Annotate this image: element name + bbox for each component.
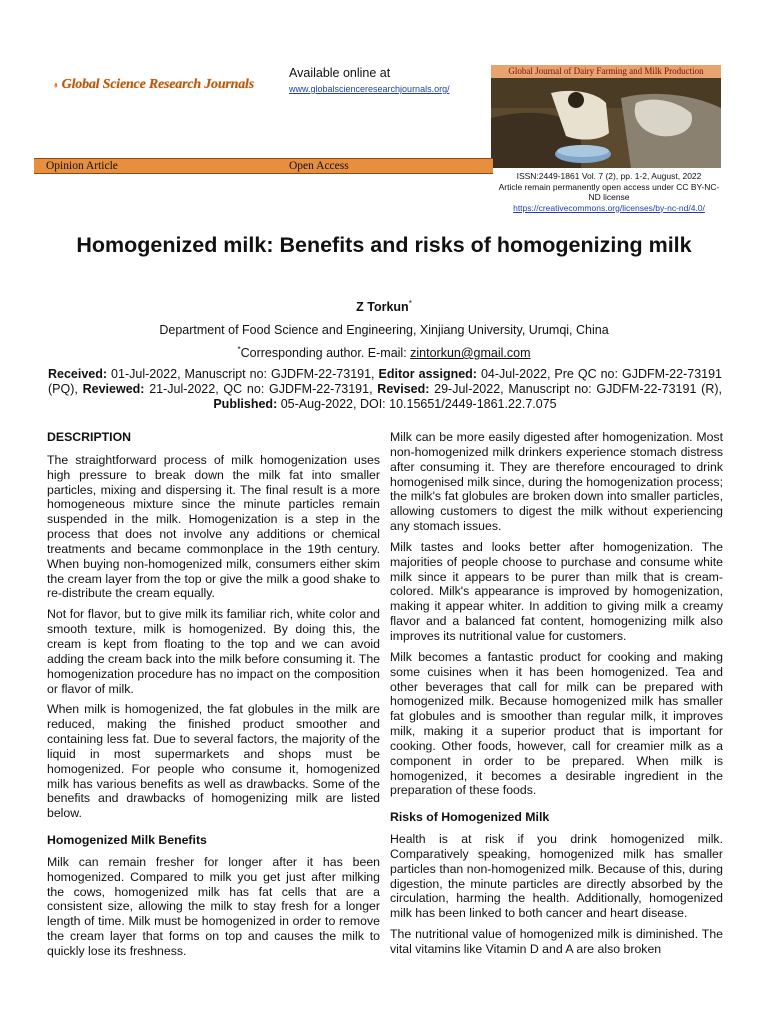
journal-title: Global Journal of Dairy Farming and Milk Production xyxy=(491,65,721,78)
journal-cover xyxy=(491,65,721,168)
article-title: Homogenized milk: Benefits and risks of homogenizing milk xyxy=(76,233,692,257)
corr-email-link[interactable]: zintorkun@gmail.com xyxy=(410,346,531,361)
publisher-logo-text: Global Science Research Journals xyxy=(61,77,254,92)
paragraph: Milk can remain fresher for longer after it has been homogenized. Compared to milk you get just after milking the cows, homogenized milk has fat cells that are a consistent size, allowing the milk to stay fresh for a longer length of time. Milk must be homogenized in order to remove the cream layer that forms on top and causes the milk to quickly lose its freshness. xyxy=(47,854,380,958)
left-column xyxy=(47,430,380,965)
access-type-label: Open Access xyxy=(289,160,349,172)
author-mark: * xyxy=(408,299,412,308)
article-dates xyxy=(48,367,722,412)
article-type-label: Opinion Article xyxy=(46,160,118,172)
paragraph: The straightforward process of milk homogenization uses high pressure to break down the milk fat into smaller particles, mixing and dispersing it. The final result is a more homogeneous mixture since the minute particles remain suspended in the milk. Homogenization is a step in the process that does not involve any additions or chemical treatments and became commonplace in the 19th century. When buying non-homogenized milk, consumers either skim the cream layer from the top or give the milk a good shake to re-distribute the cream equally. xyxy=(47,452,380,601)
paragraph: Health is at risk if you drink homogenized milk. Comparatively speaking, homogenized milk has smaller particles than non-homogenized milk. Because of this, during digestion, the minute particles are directly absorbed by the circulation, harming the health. Additionally, homogenized milk has been linked to both cancer and heart disease. xyxy=(390,832,723,921)
paragraph: Milk can be more easily digested after homogenization. Most non-homogenized milk drinkers experience stomach distress after consuming it. They are therefore encouraged to drink homogenised milk since, during the homogenization process; the milk's fat globules are broken down into smaller particles, allowing customers to digest the milk without experiencing any stomach issues. xyxy=(390,430,723,534)
paragraph: The nutritional value of homogenized milk is diminished. The vital vitamins like Vitamin D and A are also broken xyxy=(390,927,723,956)
reviewed-label: Reviewed: xyxy=(82,382,145,396)
revised-value: 29-Jul-2022, Manuscript no: GJDFM-22-73191 (R), xyxy=(429,382,722,396)
dairy-cover-photo xyxy=(491,78,721,168)
editor-label: Editor assigned: xyxy=(378,367,477,381)
flame-logo-icon xyxy=(54,74,58,96)
issn-line: ISSN:2449-1861 Vol. 7 (2), pp. 1-2, August, 2022 xyxy=(516,171,702,181)
description-heading: DESCRIPTION xyxy=(47,430,132,444)
article-type-bar xyxy=(34,158,493,174)
paragraph: Not for flavor, but to give milk its familiar rich, white color and smooth texture, milk is homogenized. By doing this, the cream is kept from floating to the top and we can avoid adding the cream back into the milk before consuming it. The homogenization procedure has no impact on the composition or flavor of milk. xyxy=(47,607,380,696)
website-link[interactable]: www.globalscienceresearchjournals.org/ xyxy=(289,84,450,94)
publisher-logo xyxy=(54,72,254,98)
corr-label: Corresponding author. E-mail: xyxy=(240,346,411,361)
paragraph: Milk becomes a fantastic product for cooking and making some cuisines when it has been homogenized. Tea and other beverages that call for milk can be prepared with homogenized milk. Because homogenized milk has smaller fat globules and is smoother than regular milk, it improves milk, making it a superior product that is important for cooking. Other foods, however, call for creamier milk as a component in order to be prepared. When milk is homogenized, it becomes a desirable ingredient in the preparation of these foods. xyxy=(390,649,723,798)
available-online-label: Available online at xyxy=(289,66,391,80)
editor-value: 04-Jul-2022, Pre QC no: GJDFM-22-73191 (PQ), xyxy=(48,367,723,396)
risks-heading: Risks of Homogenized Milk xyxy=(390,810,550,825)
license-line: Article remain permanently open access under CC BY-NC-ND license xyxy=(498,181,720,202)
journal-metadata xyxy=(496,171,722,213)
paragraph: Milk tastes and looks better after homogenization. The majorities of people choose to purchase and consume white milk since it appears to be purer than milk that is cream-colored. Milk's appearance is improved by homogenization, making it appear whiter. In addition to giving milk a creamy flavor and a balanced fat content, homogenizing milk also improves its nutritional value for customers. xyxy=(390,539,723,643)
reviewed-value: 21-Jul-2022, QC no: GJDFM-22-73191, xyxy=(144,382,378,396)
corresponding-author xyxy=(0,345,768,360)
published-label: Published: xyxy=(213,397,278,411)
benefits-heading: Homogenized Milk Benefits xyxy=(47,833,207,848)
affiliation: Department of Food Science and Engineering, Xinjiang University, Urumqi, China xyxy=(159,323,609,337)
published-value: 05-Aug-2022, DOI: 10.15651/2449-1861.22.7.075 xyxy=(277,397,557,411)
right-column xyxy=(390,430,723,963)
author-name: Z Torkun xyxy=(356,300,409,315)
received-label: Received: xyxy=(48,367,108,381)
revised-label: Revised: xyxy=(377,382,430,396)
corr-mark: * xyxy=(237,345,241,354)
license-link[interactable]: https://creativecommons.org/licenses/by-nc-nd/4.0/ xyxy=(513,202,705,213)
author-line xyxy=(0,299,768,314)
received-value: 01-Jul-2022, Manuscript no: GJDFM-22-73191, xyxy=(107,367,379,381)
paragraph: When milk is homogenized, the fat globules in the milk are reduced, making the finished product smoother and containing less fat. Due to several factors, the majority of the liquid in most supermarkets and shops must be homogenized. For people who consume it, homogenized milk has various benefits as well as drawbacks. Some of the benefits and drawbacks of homogenizing milk are listed below. xyxy=(47,702,380,821)
